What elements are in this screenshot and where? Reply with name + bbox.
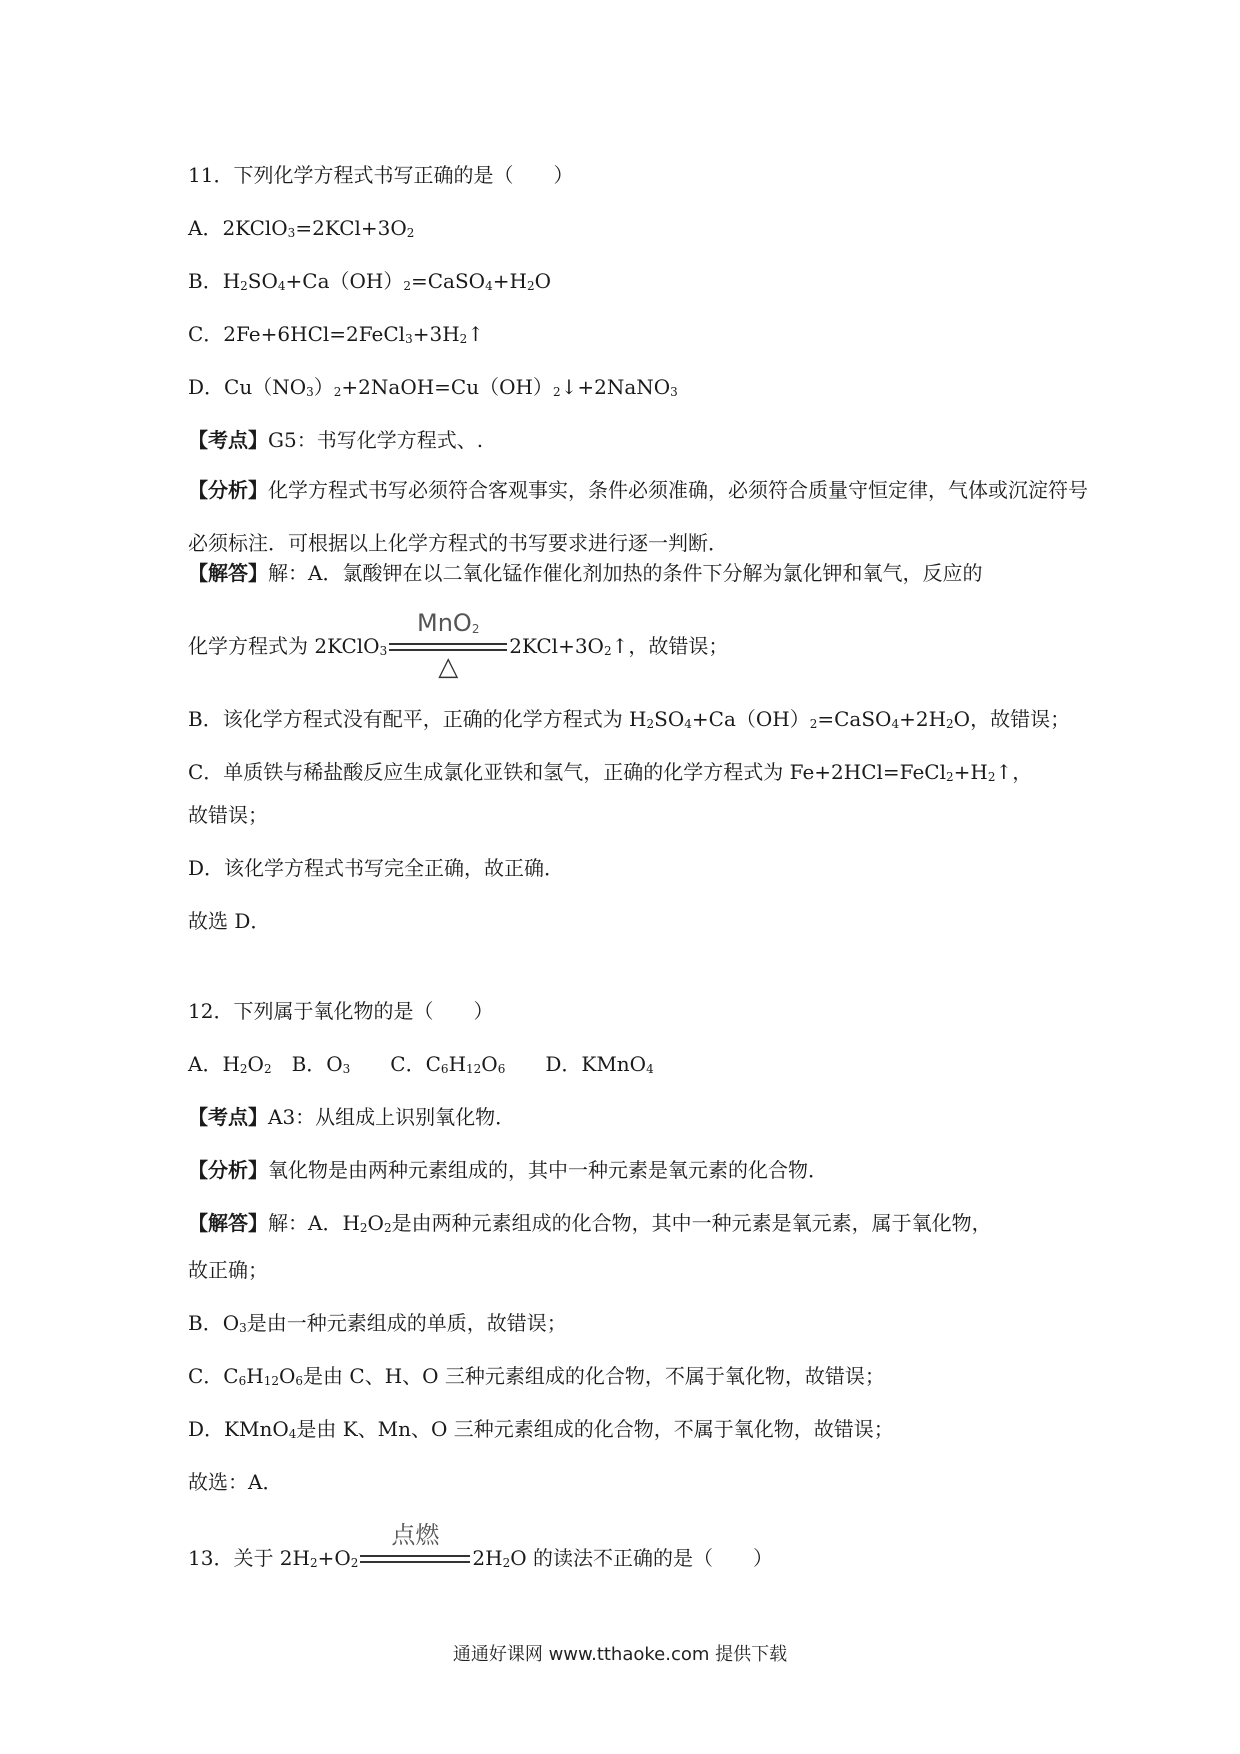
q11-jieda-b: B．该化学方程式没有配平，正确的化学方程式为 $H_2SO_4+Ca(OH)_2=CaSO_4+2H_2O$，故错误； — [188, 707, 1071, 731]
q11-option-a: A．$2KClO_3=2KCl+3O_2$ — [188, 216, 415, 240]
reaction-condition-mno2-heat: MnO$_2$ △ — [389, 640, 507, 656]
q12-kaodian: 【考点】A3：从组成上识别氧化物． — [188, 1105, 516, 1129]
q11-stem: 11．下列化学方程式书写正确的是（ ） — [188, 163, 574, 187]
q12-jieda-a-cont: 故正确； — [188, 1258, 268, 1282]
q11-kaodian: 【考点】G5：书写化学方程式、. — [188, 428, 484, 452]
q13-stem: 13．关于 $2H_2+O_2$ 点燃 $2H_2O$ 的读法不正确的是（ ） — [188, 1520, 773, 1570]
q12-jieda-b: B．$O_3$是由一种元素组成的单质，故错误； — [188, 1311, 567, 1335]
q12-stem: 12．下列属于氧化物的是（ ） — [188, 999, 494, 1023]
q11-equation-a: 化学方程式为 2KClO$_3$ MnO$_2$ △ $2KCl+3O_2↑$，故错误； — [188, 608, 729, 682]
q11-jieda-d: D．该化学方程式书写完全正确，故正确． — [188, 856, 565, 880]
q11-option-d: D．$Cu(NO_3)_2+2NaOH=Cu(OH)_2↓+2NaNO_3$ — [188, 375, 678, 399]
q12-jieda-a: 【解答】解：A．$H_2O_2$是由两种元素组成的化合物，其中一种元素是氧元素，属于氧化物， — [188, 1211, 992, 1235]
q12-jieda-c: C．$C_6H_{12}O_6$是由 C、H、O 三种元素组成的化合物，不属于氧化物，故错误； — [188, 1364, 885, 1388]
q12-answer: 故选：A． — [188, 1470, 283, 1494]
q11-option-b: B．$H_2SO_4+Ca(OH)_2=CaSO_4+H_2O$ — [188, 269, 551, 293]
q12-jieda-d: D．KMnO$_4$是由 K、Mn、O 三种元素组成的化合物，不属于氧化物，故错误； — [188, 1417, 894, 1441]
q11-fenxi: 【分析】化学方程式书写必须符合客观事实，条件必须准确，必须符合质量守恒定律，气体或沉淀符号必须标注．可根据以上化学方程式的书写要求进行逐一判断． — [188, 478, 1088, 555]
q12-fenxi: 【分析】氧化物是由两种元素组成的，其中一种元素是氧元素的化合物． — [188, 1158, 828, 1182]
q11-jieda-a: 【解答】解：A．氯酸钾在以二氧化锰作催化剂加热的条件下分解为氯化钾和氧气，反应的 — [188, 561, 983, 585]
q12-options: A．$H_2O_2$ B．$O_3$ C．$C_6H_{12}O_6$ D．KMnO$_4$ — [188, 1052, 654, 1076]
q11-jieda-c: C．单质铁与稀盐酸反应生成氯化亚铁和氢气，正确的化学方程式为 $Fe+2HCl=FeCl_2+H_2↑$， — [188, 760, 1033, 784]
page-footer: 通通好课网 www.tthaoke.com 提供下载 — [452, 1644, 788, 1665]
q11-jieda-c-cont: 故错误； — [188, 803, 268, 827]
reaction-condition-ignite: 点燃 — [360, 1552, 470, 1568]
q11-answer: 故选 D． — [188, 909, 271, 933]
q11-option-c: C．$2Fe+6HCl=2FeCl_3+3H_2↑$ — [188, 322, 485, 346]
